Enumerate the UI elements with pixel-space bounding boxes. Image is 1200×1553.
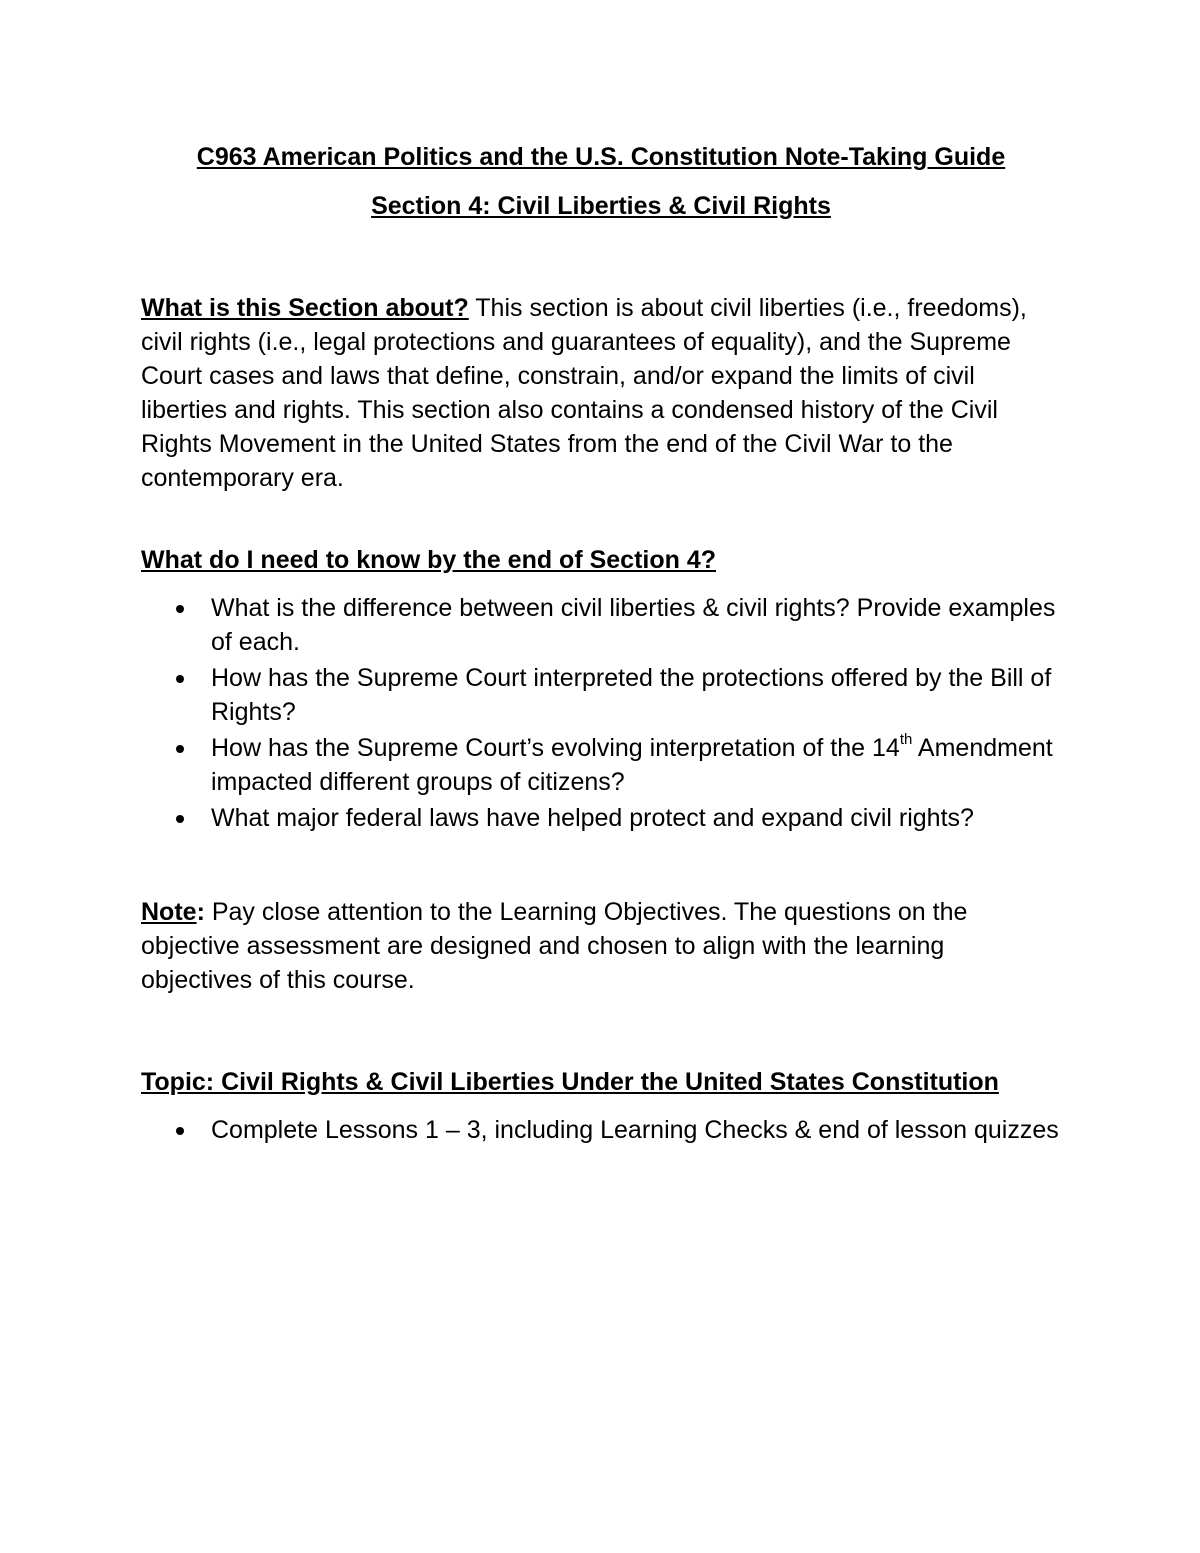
topic-list (141, 1113, 1061, 1147)
list-item-text: What is the difference between civil liberties & civil rights? Provide examples of each. (211, 594, 1056, 656)
ordinal-suffix: th (899, 731, 913, 748)
bullet-icon (176, 745, 184, 753)
list-item-text-before: How has the Supreme Court’s evolving interpretation of the 14 (211, 734, 900, 762)
bullet-icon (176, 605, 184, 613)
list-item-text: How has the Supreme Court interpreted the protections offered by the Bill of Rights? (211, 664, 1052, 726)
bullet-icon (176, 675, 184, 683)
document-page (141, 138, 1061, 1149)
note-label: Note (141, 898, 197, 926)
bullet-icon (176, 1127, 184, 1135)
list-item (141, 731, 1061, 799)
list-item (141, 1113, 1061, 1147)
list-item-text-after: Amendment impacted different groups of citizens? (211, 734, 1053, 796)
topic-heading: Topic: Civil Rights & Civil Liberties Under the United States Constitution (141, 1068, 999, 1096)
about-text: This section is about civil liberties (i.e., freedoms), civil rights (i.e., legal protections and guarantees of equality), and the Supreme Court cases and laws that define, constrain, and/or expand the limits of civil liberties and rights. This section also contains a condensed history of the Civil Rights Movement in the United States from the end of the Civil War to the contemporary era. (141, 294, 1027, 492)
about-paragraph (141, 291, 1061, 495)
list-item-text (211, 731, 1053, 796)
list-item (141, 591, 1061, 659)
bullet-icon (176, 815, 184, 823)
document-title: C963 American Politics and the U.S. Constitution Note-Taking Guide (196, 143, 1006, 171)
note-paragraph (141, 895, 1061, 997)
know-heading: What do I need to know by the end of Section 4? (141, 546, 717, 574)
list-item (141, 801, 1061, 835)
about-label: What is this Section about? (141, 294, 469, 322)
note-text: Pay close attention to the Learning Objectives. The questions on the objective assessment are designed and chosen to align with the learning objectives of this course. (141, 898, 968, 994)
know-list (141, 591, 1061, 835)
list-item-text: Complete Lessons 1 – 3, including Learning Checks & end of lesson quizzes (211, 1116, 1059, 1144)
list-item (141, 661, 1061, 729)
section-title: Section 4: Civil Liberties & Civil Rights (371, 192, 831, 220)
list-item-text: What major federal laws have helped protect and expand civil rights? (211, 804, 974, 832)
note-colon: : (196, 898, 205, 926)
